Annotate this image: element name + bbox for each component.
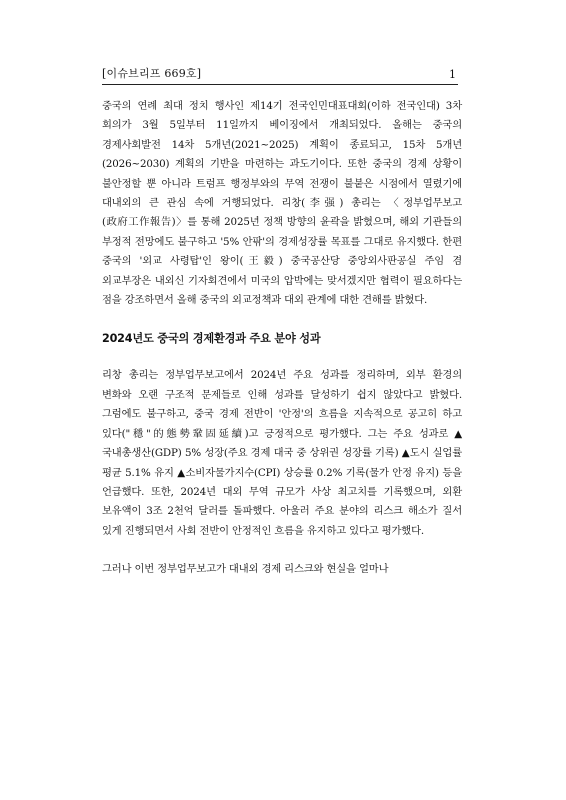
section-heading: 2024년도 중국의 경제환경과 주요 분야 성과 (102, 332, 321, 346)
closing-paragraph: 그러나 이번 정부업무보고가 대내외 경제 리스크와 현실을 얼마나 (102, 563, 389, 576)
page-header (102, 64, 458, 85)
document-body (102, 97, 462, 580)
achievements-paragraph: 리창 총리는 정부업무보고에서 2024년 주요 성과를 정리하며, 외부 환경의 변화와 오랜 구조적 문제들로 인해 성과를 달성하기 쉽지 않았다고 밝혔다. 그럼에도 불구하고, 중국 경제 전반이 '안정'의 흐름을 지속적으로 공고히 하고 있다("穩"的態勢鞏固延續)고 긍정적으로 평가했다. 그는 주요 성과로 ▲국내총생산(GDP) 5% 성장(주요 경제 대국 중 상위권 성장률 기록) ▲도시 실업률 평균 5.1% 유지 ▲소비자물가지수(CPI) 상승률 0.2% 기록(물가 안정 유지) 등을 언급했다. 또한, 2024년 대외 무역 규모가 사상 최고치를 기록했으며, 외환 보유액이 3조 2천억 달러를 돌파했다. 아울러 주요 분야의 리스크 해소가 질서 있게 진행되면서 사회 전반이 안정적인 흐름을 유지하고 있다고 평가했다. (102, 369, 462, 537)
intro-paragraph: 중국의 연례 최대 정치 행사인 제14기 전국인민대표대회(이하 전국인대) 3차 회의가 3월 5일부터 11일까지 베이징에서 개최되었다. 올해는 중국의 경제사회발전 14차 5개년(2021~2025) 계획이 종료되고, 15차 5개년(2026~2030) 계획의 기반을 마련하는 과도기이다. 또한 중국의 경제 상황이 불안정할 뿐 아니라 트럼프 행정부와의 무역 전쟁이 불붙은 시점에서 열렸기에 대내외의 큰 관심 속에 거행되었다. 리창(李强) 총리는 〈정부업무보고(政府工作報告)〉를 통해 2025년 정책 방향의 윤곽을 밝혔으며, 해외 기관들의 부정적 전망에도 불구하고 '5% 안팎'의 경제성장률 목표를 그대로 유지했다. 한편 중국의 '외교 사령탑'인 왕이(王毅) 중국공산당 중앙외사판공실 주임 겸 외교부장은 내외신 기자회견에서 미국의 압박에는 맞서겠지만 협력이 필요하다는 점을 강조하면서 올해 중국의 외교정책과 대외 관계에 대한 견해를 밝혔다. (102, 100, 462, 307)
issue-brief-title: [이슈브리프 669호] (102, 67, 202, 80)
page-number: 1 (449, 68, 456, 81)
